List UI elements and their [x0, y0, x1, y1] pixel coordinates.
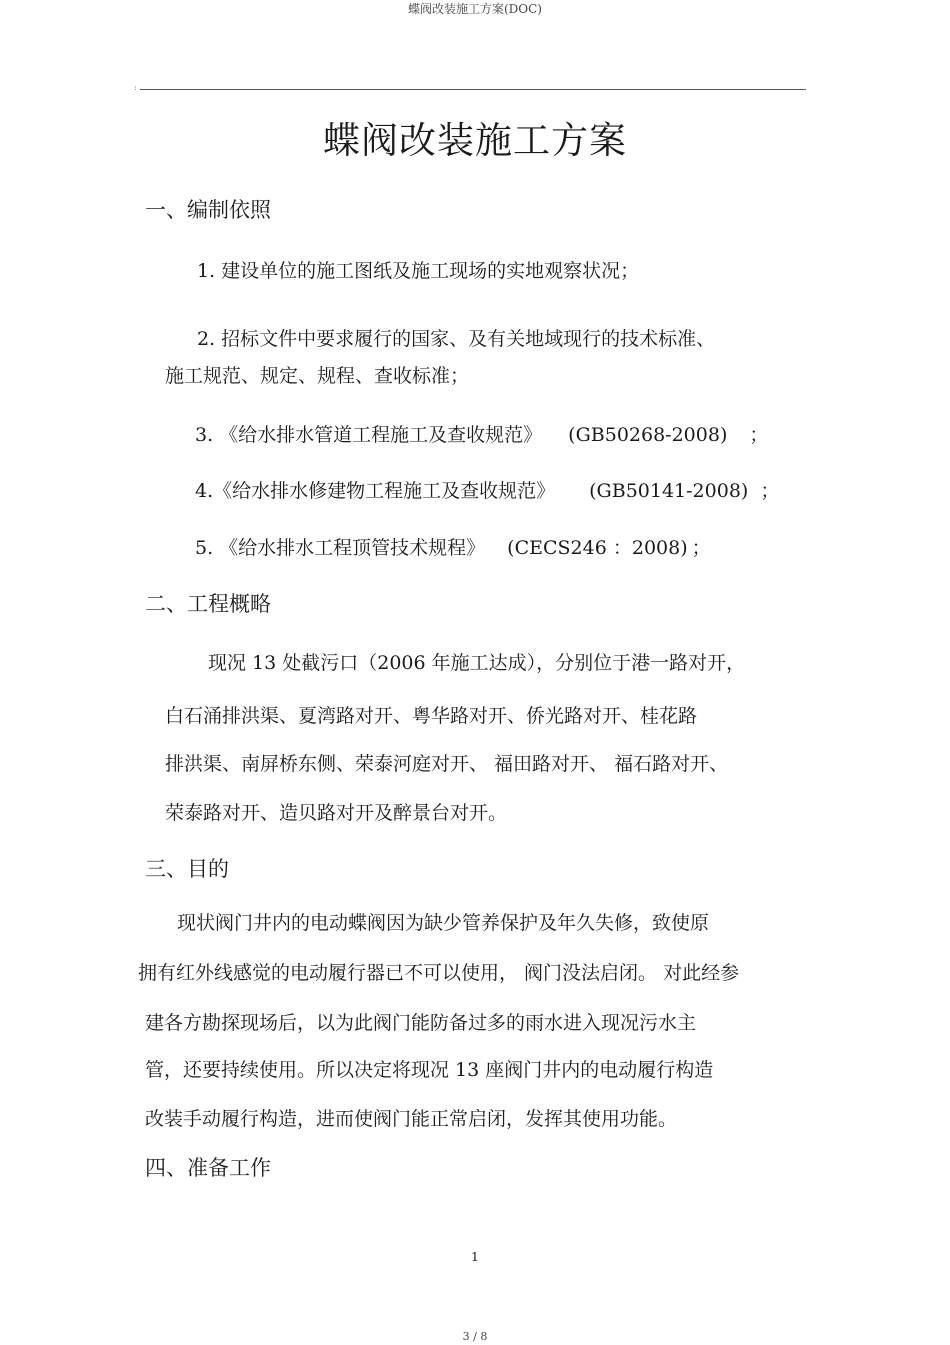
- reference-end: ；: [691, 537, 711, 559]
- reference-code: (CECS246 ：2008): [507, 537, 688, 559]
- section-heading-overview: 二、工程概略: [145, 592, 271, 616]
- reference-title: 3. 《给水排水管道工程施工及查收规范》: [195, 424, 543, 446]
- purpose-line-4: 管，还要持续使用。所以决定将现况 13 座阀门井内的电动履行构造: [145, 1059, 714, 1081]
- section-heading-basis: 一、编制依照: [145, 198, 271, 222]
- basis-item-5: [195, 533, 711, 560]
- header-rule: [140, 89, 806, 90]
- reference-title: 5. 《给水排水工程顶管技术规程》: [195, 537, 486, 559]
- page-number: 1: [471, 1250, 479, 1264]
- basis-item-3: [195, 420, 768, 447]
- reference-end: ；: [749, 424, 769, 446]
- reference-end: ；: [760, 480, 780, 502]
- basis-item-2-continued: 施工规范、规定、规程、查收标准；: [165, 365, 470, 387]
- overview-line-3: 排洪渠、南屏桥东侧、荣泰河庭对开、 福田路对开、 福石路对开、: [165, 753, 729, 775]
- overview-line-2: 白石涌排洪渠、夏湾路对开、粤华路对开、侨光路对开、桂花路: [165, 705, 698, 727]
- overview-line-4: 荣泰路对开、造贝路对开及醉景台对开。: [165, 802, 508, 824]
- page-counter: 3 / 8: [462, 1330, 488, 1343]
- purpose-line-2: 拥有红外线感觉的电动履行器已不可以使用， 阀门没法启闭。 对此经参: [138, 962, 740, 984]
- purpose-line-1: 现状阀门井内的电动蝶阀因为缺少管养保护及年久失修，致使原: [177, 912, 710, 934]
- basis-item-2: 2. 招标文件中要求履行的国家、及有关地域现行的技术标准、: [197, 328, 716, 350]
- purpose-line-3: 建各方勘探现场后，以为此阀门能防备过多的雨水进入现况污水主: [145, 1012, 697, 1034]
- rule-corner-mark-left: :: [134, 83, 137, 92]
- section-heading-preparation: 四、准备工作: [145, 1156, 271, 1180]
- section-heading-purpose: 三、目的: [145, 857, 229, 881]
- running-header: 蝶阀改装施工方案(DOC): [407, 2, 542, 16]
- reference-code: (GB50141-2008): [589, 480, 749, 502]
- document-title: 蝶阀改装施工方案: [323, 119, 627, 162]
- purpose-line-5: 改装手动履行构造，进而使阀门能正常启闭，发挥其使用功能。: [145, 1108, 678, 1130]
- overview-line-1: 现况 13 处截污口（2006 年施工达成），分别位于港一路对开，: [208, 652, 746, 674]
- rule-corner-mark-right: .: [803, 83, 806, 92]
- basis-item-1: 1. 建设单位的施工图纸及施工现场的实地观察状况；: [197, 260, 640, 282]
- reference-code: (GB50268-2008): [568, 424, 728, 446]
- reference-title: 4.《给水排水修建物工程施工及查收规范》: [195, 480, 556, 502]
- basis-item-4: [195, 476, 779, 503]
